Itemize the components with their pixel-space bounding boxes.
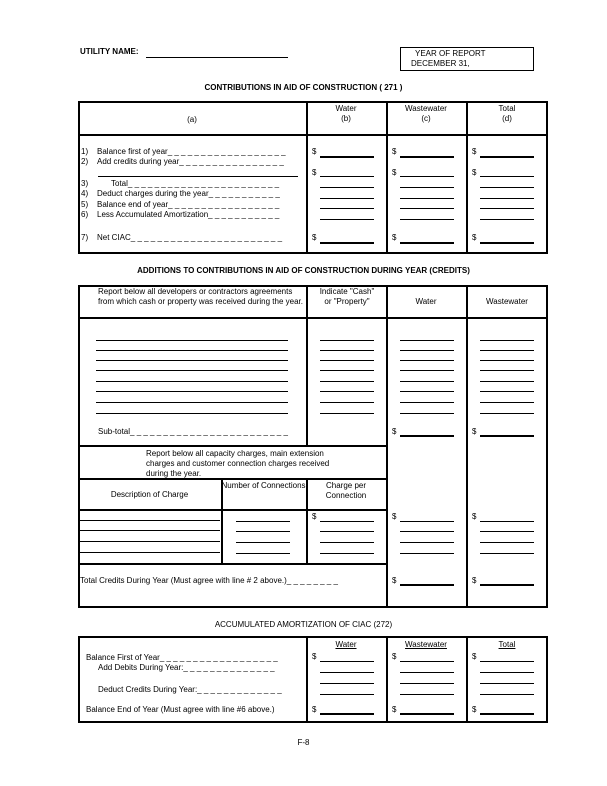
subtotal-label: Sub-total_ _ _ _ _ _ _ _ _ _ _ _ _ _ _ _ _ _ _ _ _ _ _ _ [98,427,288,436]
dollar-sign: $ [472,705,477,714]
dollar-sign: $ [312,147,317,156]
report-capacity-note: Report below all capacity charges, main extension charges and customer connection charges received during the year. [146,449,330,478]
charges-wastewater-field[interactable] [480,542,534,543]
ciac-water-field[interactable] [320,176,374,177]
ciac-col-a: (a) [187,115,197,124]
balance-end-label: Balance End of Year (Must agree with line #6 above.) [86,705,275,714]
amortization-col-water: Water [335,640,357,649]
connections-field[interactable] [236,521,290,522]
ciac-total-field[interactable] [480,208,534,209]
amortization-col-total: Total [498,640,516,649]
ciac-row-num: 1) [81,147,89,156]
additions-col-report: Report below all developers or contractors agreements from which cash or property was received during the year. [98,287,303,306]
ciac-total-field[interactable] [480,219,534,220]
agreement-line[interactable] [96,340,288,341]
charges-wastewater-field[interactable] [480,553,534,554]
charges-water-field[interactable] [400,542,454,543]
ciac-wastewater-field[interactable] [400,198,454,199]
ciac-wastewater-field[interactable] [400,219,454,220]
indicate-field[interactable] [320,360,374,361]
dollar-sign: $ [312,168,317,177]
utility-name-label: UTILITY NAME: [80,47,139,56]
agreement-line[interactable] [96,413,288,414]
additions-col-water: Water [415,297,437,306]
additions-wastewater-field[interactable] [480,370,534,371]
agreement-line[interactable] [96,360,288,361]
amortization-col-wastewater: Wastewater [405,640,447,649]
ciac-wastewater-field[interactable] [400,242,454,244]
charges-water-field[interactable] [400,521,454,522]
amortization-total-field[interactable] [480,713,534,715]
charge-field[interactable] [320,542,374,543]
ciac-col-wastewater: Wastewater [405,104,447,113]
indicate-field[interactable] [320,350,374,351]
ciac-row-num: 7) [81,233,89,242]
ciac-total-field[interactable] [480,198,534,199]
additions-wastewater-field[interactable] [480,381,534,382]
dollar-sign: $ [392,233,397,242]
dollar-sign: $ [392,168,397,177]
ciac-row-label: Total_ _ _ _ _ _ _ _ _ _ _ _ _ _ _ _ _ _ _ _ _ _ _ [111,179,280,188]
dollar-sign: $ [472,576,477,585]
additions-water-field[interactable] [400,391,454,392]
ciac-row-num: 3) [81,179,89,188]
ciac-water-field[interactable] [320,242,374,244]
agreement-line[interactable] [96,381,288,382]
amortization-water-field[interactable] [320,683,374,684]
ciac-row-label: Balance end of year_ _ _ _ _ _ _ _ _ _ _ _ _ _ _ _ _ [97,200,280,209]
amortization-water-field[interactable] [320,661,374,662]
dollar-sign: $ [312,233,317,242]
ciac-total-field[interactable] [480,242,534,244]
dollar-sign: $ [312,512,317,521]
amortization-total-field[interactable] [480,672,534,673]
amortization-wastewater-field[interactable] [400,694,454,695]
col-charge: Charge per Connection [325,481,367,500]
ciac-row-num: 2) [81,157,89,166]
dollar-sign: $ [392,427,397,436]
ciac-total-field[interactable] [480,156,534,158]
ciac-row-label: Deduct charges during the year_ _ _ _ _ _ _ _ _ _ _ [97,189,280,198]
total-credits-water-field[interactable] [400,584,454,586]
agreement-line[interactable] [96,370,288,371]
connections-field[interactable] [236,542,290,543]
agreement-line[interactable] [96,402,288,403]
additions-wastewater-field[interactable] [480,350,534,351]
additions-water-field[interactable] [400,413,454,414]
total-credits-label: Total Credits During Year (Must agree with line # 2 above.)_ _ _ _ _ _ _ _ [80,576,338,585]
additions-wastewater-field[interactable] [480,340,534,341]
amortization-wastewater-field[interactable] [400,683,454,684]
dollar-sign: $ [392,705,397,714]
ciac-row-num: 6) [81,210,89,219]
ciac-water-field[interactable] [320,198,374,199]
ciac-row-label: Add credits during year_ _ _ _ _ _ _ _ _ _ _ _ _ _ _ _ [97,157,284,166]
year-of-report-date: DECEMBER 31, [411,59,470,68]
charge-field[interactable] [320,531,374,532]
total-credits-wastewater-field[interactable] [480,584,534,586]
additions-water-field[interactable] [400,340,454,341]
year-of-report-label: YEAR OF REPORT [415,49,486,58]
charge-field[interactable] [320,553,374,554]
subtotal-wastewater-field[interactable] [480,435,534,437]
additions-col-wastewater: Wastewater [486,297,528,306]
indicate-field[interactable] [320,381,374,382]
additions-wastewater-field[interactable] [480,402,534,403]
connections-field[interactable] [236,553,290,554]
additions-wastewater-field[interactable] [480,413,534,414]
ciac-wastewater-field[interactable] [400,208,454,209]
deduct-credits-label: Deduct Credits During Year:_ _ _ _ _ _ _ _ _ _ _ _ _ [98,685,282,694]
amortization-total-field[interactable] [480,661,534,662]
page-number: F-8 [297,738,310,747]
amortization-wastewater-field[interactable] [400,672,454,673]
ciac-wastewater-field[interactable] [400,156,454,158]
balance-first-label: Balance First of Year_ _ _ _ _ _ _ _ _ _ _ _ _ _ _ _ _ _ [86,653,278,662]
ciac-water-field[interactable] [320,156,374,158]
additions-title: ADDITIONS TO CONTRIBUTIONS IN AID OF CONSTRUCTION DURING YEAR (CREDITS) [137,266,470,275]
dollar-sign: $ [472,168,477,177]
description-line[interactable] [80,552,220,553]
amortization-water-field[interactable] [320,694,374,695]
dollar-sign: $ [392,147,397,156]
ciac-water-field[interactable] [320,208,374,209]
dollar-sign: $ [472,233,477,242]
ciac-col-total-sub: (d) [502,114,512,123]
ciac-total-field[interactable] [480,187,534,188]
dollar-sign: $ [392,652,397,661]
ciac-col-water: Water [335,104,357,113]
additions-water-field[interactable] [400,370,454,371]
ciac-title: CONTRIBUTIONS IN AID OF CONSTRUCTION ( 271 ) [204,83,403,92]
amortization-title: ACCUMULATED AMORTIZATION OF CIAC (272) [214,620,393,629]
additions-water-field[interactable] [400,381,454,382]
utility-name-field[interactable] [146,57,288,58]
ciac-col-total: Total [498,104,516,113]
dollar-sign: $ [392,512,397,521]
agreement-line[interactable] [96,391,288,392]
ciac-row-num: 5) [81,200,89,209]
ciac-row-label: Balance first of year_ _ _ _ _ _ _ _ _ _ _ _ _ _ _ _ _ _ [97,147,286,156]
ciac-row-num: 4) [81,189,89,198]
additions-col-indicate: Indicate "Cash" or "Property" [319,287,375,306]
additions-wastewater-field[interactable] [480,391,534,392]
charges-wastewater-field[interactable] [480,521,534,522]
charges-water-field[interactable] [400,531,454,532]
ciac-wastewater-field[interactable] [400,187,454,188]
ciac-col-water-sub: (b) [341,114,351,123]
dollar-sign: $ [472,147,477,156]
agreement-line[interactable] [96,350,288,351]
description-line[interactable] [80,520,220,521]
additions-water-field[interactable] [400,350,454,351]
ciac-col-wastewater-sub: (c) [421,114,431,123]
additions-water-field[interactable] [400,402,454,403]
ciac-row-label: Less Accumulated Amortization_ _ _ _ _ _ _ _ _ _ _ [97,210,280,219]
description-line[interactable] [80,541,220,542]
dollar-sign: $ [472,512,477,521]
indicate-field[interactable] [320,402,374,403]
charges-wastewater-field[interactable] [480,531,534,532]
add-debits-label: Add Debits During Year:_ _ _ _ _ _ _ _ _ _ _ _ _ _ [98,663,275,672]
subtotal-water-field[interactable] [400,435,454,437]
indicate-field[interactable] [320,391,374,392]
indicate-field[interactable] [320,413,374,414]
ciac-water-field[interactable] [320,187,374,188]
indicate-field[interactable] [320,370,374,371]
dollar-sign: $ [392,576,397,585]
connections-field[interactable] [236,531,290,532]
dollar-sign: $ [312,652,317,661]
dollar-sign: $ [312,705,317,714]
dollar-sign: $ [472,427,477,436]
additions-water-field[interactable] [400,360,454,361]
ciac-wastewater-field[interactable] [400,176,454,177]
ciac-row-label: Net CIAC_ _ _ _ _ _ _ _ _ _ _ _ _ _ _ _ _ _ _ _ _ _ _ [97,233,283,242]
ciac-total-field[interactable] [480,176,534,177]
amortization-total-field[interactable] [480,683,534,684]
description-line[interactable] [80,530,220,531]
amortization-water-field[interactable] [320,713,374,715]
col-description: Description of Charge [110,490,189,499]
ciac-water-field[interactable] [320,219,374,220]
charge-field[interactable] [320,521,374,522]
col-connections: Number of Connections [221,481,306,490]
additions-wastewater-field[interactable] [480,360,534,361]
indicate-field[interactable] [320,340,374,341]
amortization-wastewater-field[interactable] [400,661,454,662]
charges-water-field[interactable] [400,553,454,554]
amortization-wastewater-field[interactable] [400,713,454,715]
amortization-water-field[interactable] [320,672,374,673]
dollar-sign: $ [472,652,477,661]
amortization-total-field[interactable] [480,694,534,695]
